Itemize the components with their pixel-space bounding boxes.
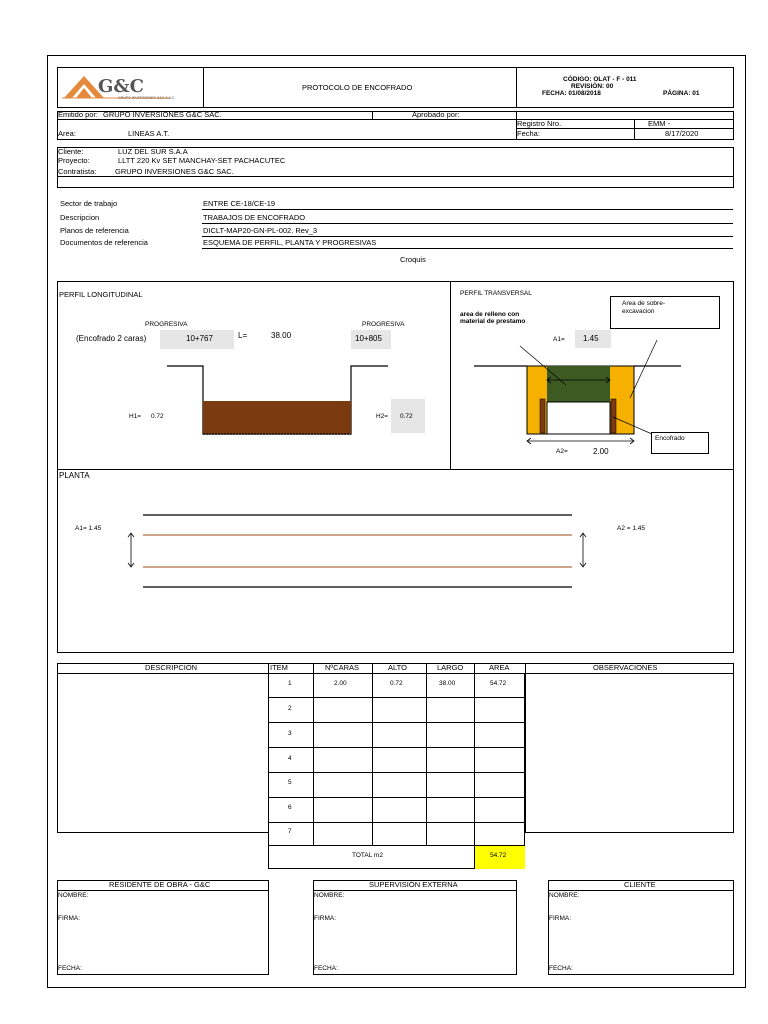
a1-value: 1.45 <box>583 334 599 343</box>
encofrado-label: Encofrado <box>655 435 685 442</box>
items-table <box>57 663 734 869</box>
descripcion-value: TRABAJOS DE ENCOFRADO <box>203 213 306 222</box>
planos-label: Planos de referencia <box>60 226 129 235</box>
registro-value: EMM - <box>648 119 671 128</box>
row-5-item: 5 <box>288 779 292 786</box>
planta-drawing <box>128 515 586 587</box>
descripcion-label: Descripcion <box>60 213 100 222</box>
h1-value: 0.72 <box>151 413 164 420</box>
logo-text: G&C <box>98 76 144 97</box>
perfil-longitudinal-title: PERFIL LONGITUDINAL <box>59 290 143 299</box>
progresiva-right-value: 10+805 <box>355 334 382 343</box>
residente-firma: FIRMA: <box>58 915 81 922</box>
sobre-excavacion-label: Area de sobre-excavacion <box>622 300 665 315</box>
supervision-title: SUPERVISIÓN EXTERNA <box>369 880 458 889</box>
h2-label: H2= <box>376 413 389 420</box>
supervision-firma: FIRMA: <box>314 915 337 922</box>
l-label: L= <box>238 331 248 340</box>
h2-value: 0.72 <box>400 413 413 420</box>
pagina: PÁGINA: 01 <box>663 90 700 97</box>
cliente-value: LUZ DEL SUR S.A.A <box>118 147 188 156</box>
residente-nombre: NOMBRE: <box>58 892 89 899</box>
row-1-alto: 0.72 <box>390 680 403 687</box>
area-label: Area: <box>58 129 76 138</box>
area-value: LINEAS A.T. <box>128 129 170 138</box>
proyecto-label: Proyecto: <box>58 156 90 165</box>
a2-label: A2= <box>556 448 568 455</box>
planta-title: PLANTA <box>59 471 90 480</box>
cliente-sign-firma: FIRMA: <box>549 915 572 922</box>
supervision-nombre: NOMBRE: <box>314 892 345 899</box>
residente-fecha: FECHA: <box>58 965 82 972</box>
row-1-caras: 2.00 <box>334 680 347 687</box>
l-value: 38.00 <box>271 331 292 340</box>
row-4-item: 4 <box>288 755 292 762</box>
progresiva-left-label: PROGRESIVA <box>145 321 188 328</box>
planta-a1: A1= 1.45 <box>75 525 102 532</box>
cliente-sign-fecha: FECHA: <box>549 965 573 972</box>
planos-value: DICLT-MAP20-GN-PL-002. Rev_3 <box>203 226 318 235</box>
row-1-item: 1 <box>288 680 292 687</box>
header-largo: LARGO <box>437 663 464 672</box>
documentos-label: Documentos de referencia <box>60 238 148 247</box>
signature-supervision <box>313 880 517 975</box>
croquis-label: Croquis <box>400 255 426 264</box>
emitido-label: Emitido por: <box>58 110 99 119</box>
emitido-value: GRUPO INVERSIONES G&C SAC. <box>103 110 222 119</box>
row-1-area: 54.72 <box>490 680 507 687</box>
total-value: 54.72 <box>490 852 507 859</box>
a1-label: A1= <box>553 336 565 343</box>
sector-label: Sector de trabajo <box>60 199 118 208</box>
row-6-item: 6 <box>288 804 292 811</box>
aprobado-label: Aprobado por: <box>412 110 460 119</box>
cliente-sign-nombre: NOMBRE: <box>549 892 580 899</box>
header-item: ITEM <box>270 663 288 672</box>
signature-residente <box>57 880 269 975</box>
document-title: PROTOCOLO DE ENCOFRADO <box>302 83 413 92</box>
row-1-largo: 38.00 <box>439 680 456 687</box>
header-alto: ALTO <box>388 663 407 672</box>
longitudinal-profile <box>167 366 388 434</box>
progresiva-left-value: 10+767 <box>186 334 213 343</box>
header-descripcion: DESCRIPCION <box>145 663 198 672</box>
contratista-label: Contratista: <box>58 167 97 176</box>
row-3-item: 3 <box>288 730 292 737</box>
relleno-label: area de relleno con material de prestamo <box>460 311 526 326</box>
encofrado-caras: (Encofrado 2 caras) <box>76 334 147 343</box>
transversal-profile <box>474 340 681 444</box>
planta-a2: A2 = 1.45 <box>617 525 646 532</box>
revision: REVISIÓN: 00 <box>571 83 614 90</box>
fecha-label: Fecha: <box>517 129 540 138</box>
header-area: AREA <box>489 663 510 672</box>
h1-label: H1= <box>129 413 142 420</box>
contratista-value: GRUPO INVERSIONES G&C SAC. <box>115 167 234 176</box>
residente-title: RESIDENTE DE OBRA - G&C <box>109 880 211 889</box>
header-observaciones: OBSERVACIONES <box>593 663 658 672</box>
a2-value: 2.00 <box>593 447 609 456</box>
cliente-label: Cliente: <box>58 147 84 156</box>
total-label: TOTAL m2 <box>352 852 383 859</box>
row-2-item: 2 <box>288 705 292 712</box>
perfil-transversal-title: PERFIL TRANSVERSAL <box>460 290 532 297</box>
logo-subtitle: GRUPO INVERSIONES G&C S.A.C. <box>118 96 176 100</box>
sector-value: ENTRE CE-18/CE-19 <box>203 199 276 208</box>
proyecto-value: LLTT 220 Kv SET MANCHAY-SET PACHACUTEC <box>118 156 286 165</box>
fecha-value: 8/17/2020 <box>665 129 699 138</box>
registro-label: Registro Nro. <box>517 119 562 128</box>
progresiva-right-label: PROGRESIVA <box>362 321 405 328</box>
header-fecha: FECHA: 01/08/2018 <box>542 90 601 97</box>
supervision-fecha: FECHA: <box>314 965 338 972</box>
codigo: CÓDIGO: OLAT - F - 011 <box>563 76 637 83</box>
row-7-item: 7 <box>288 828 292 835</box>
signature-cliente <box>548 880 734 975</box>
header-caras: NºCARAS <box>325 663 359 672</box>
cliente-sign-title: CLIENTE <box>624 880 656 889</box>
documentos-value: ESQUEMA DE PERFIL, PLANTA Y PROGRESIVAS <box>203 238 377 247</box>
